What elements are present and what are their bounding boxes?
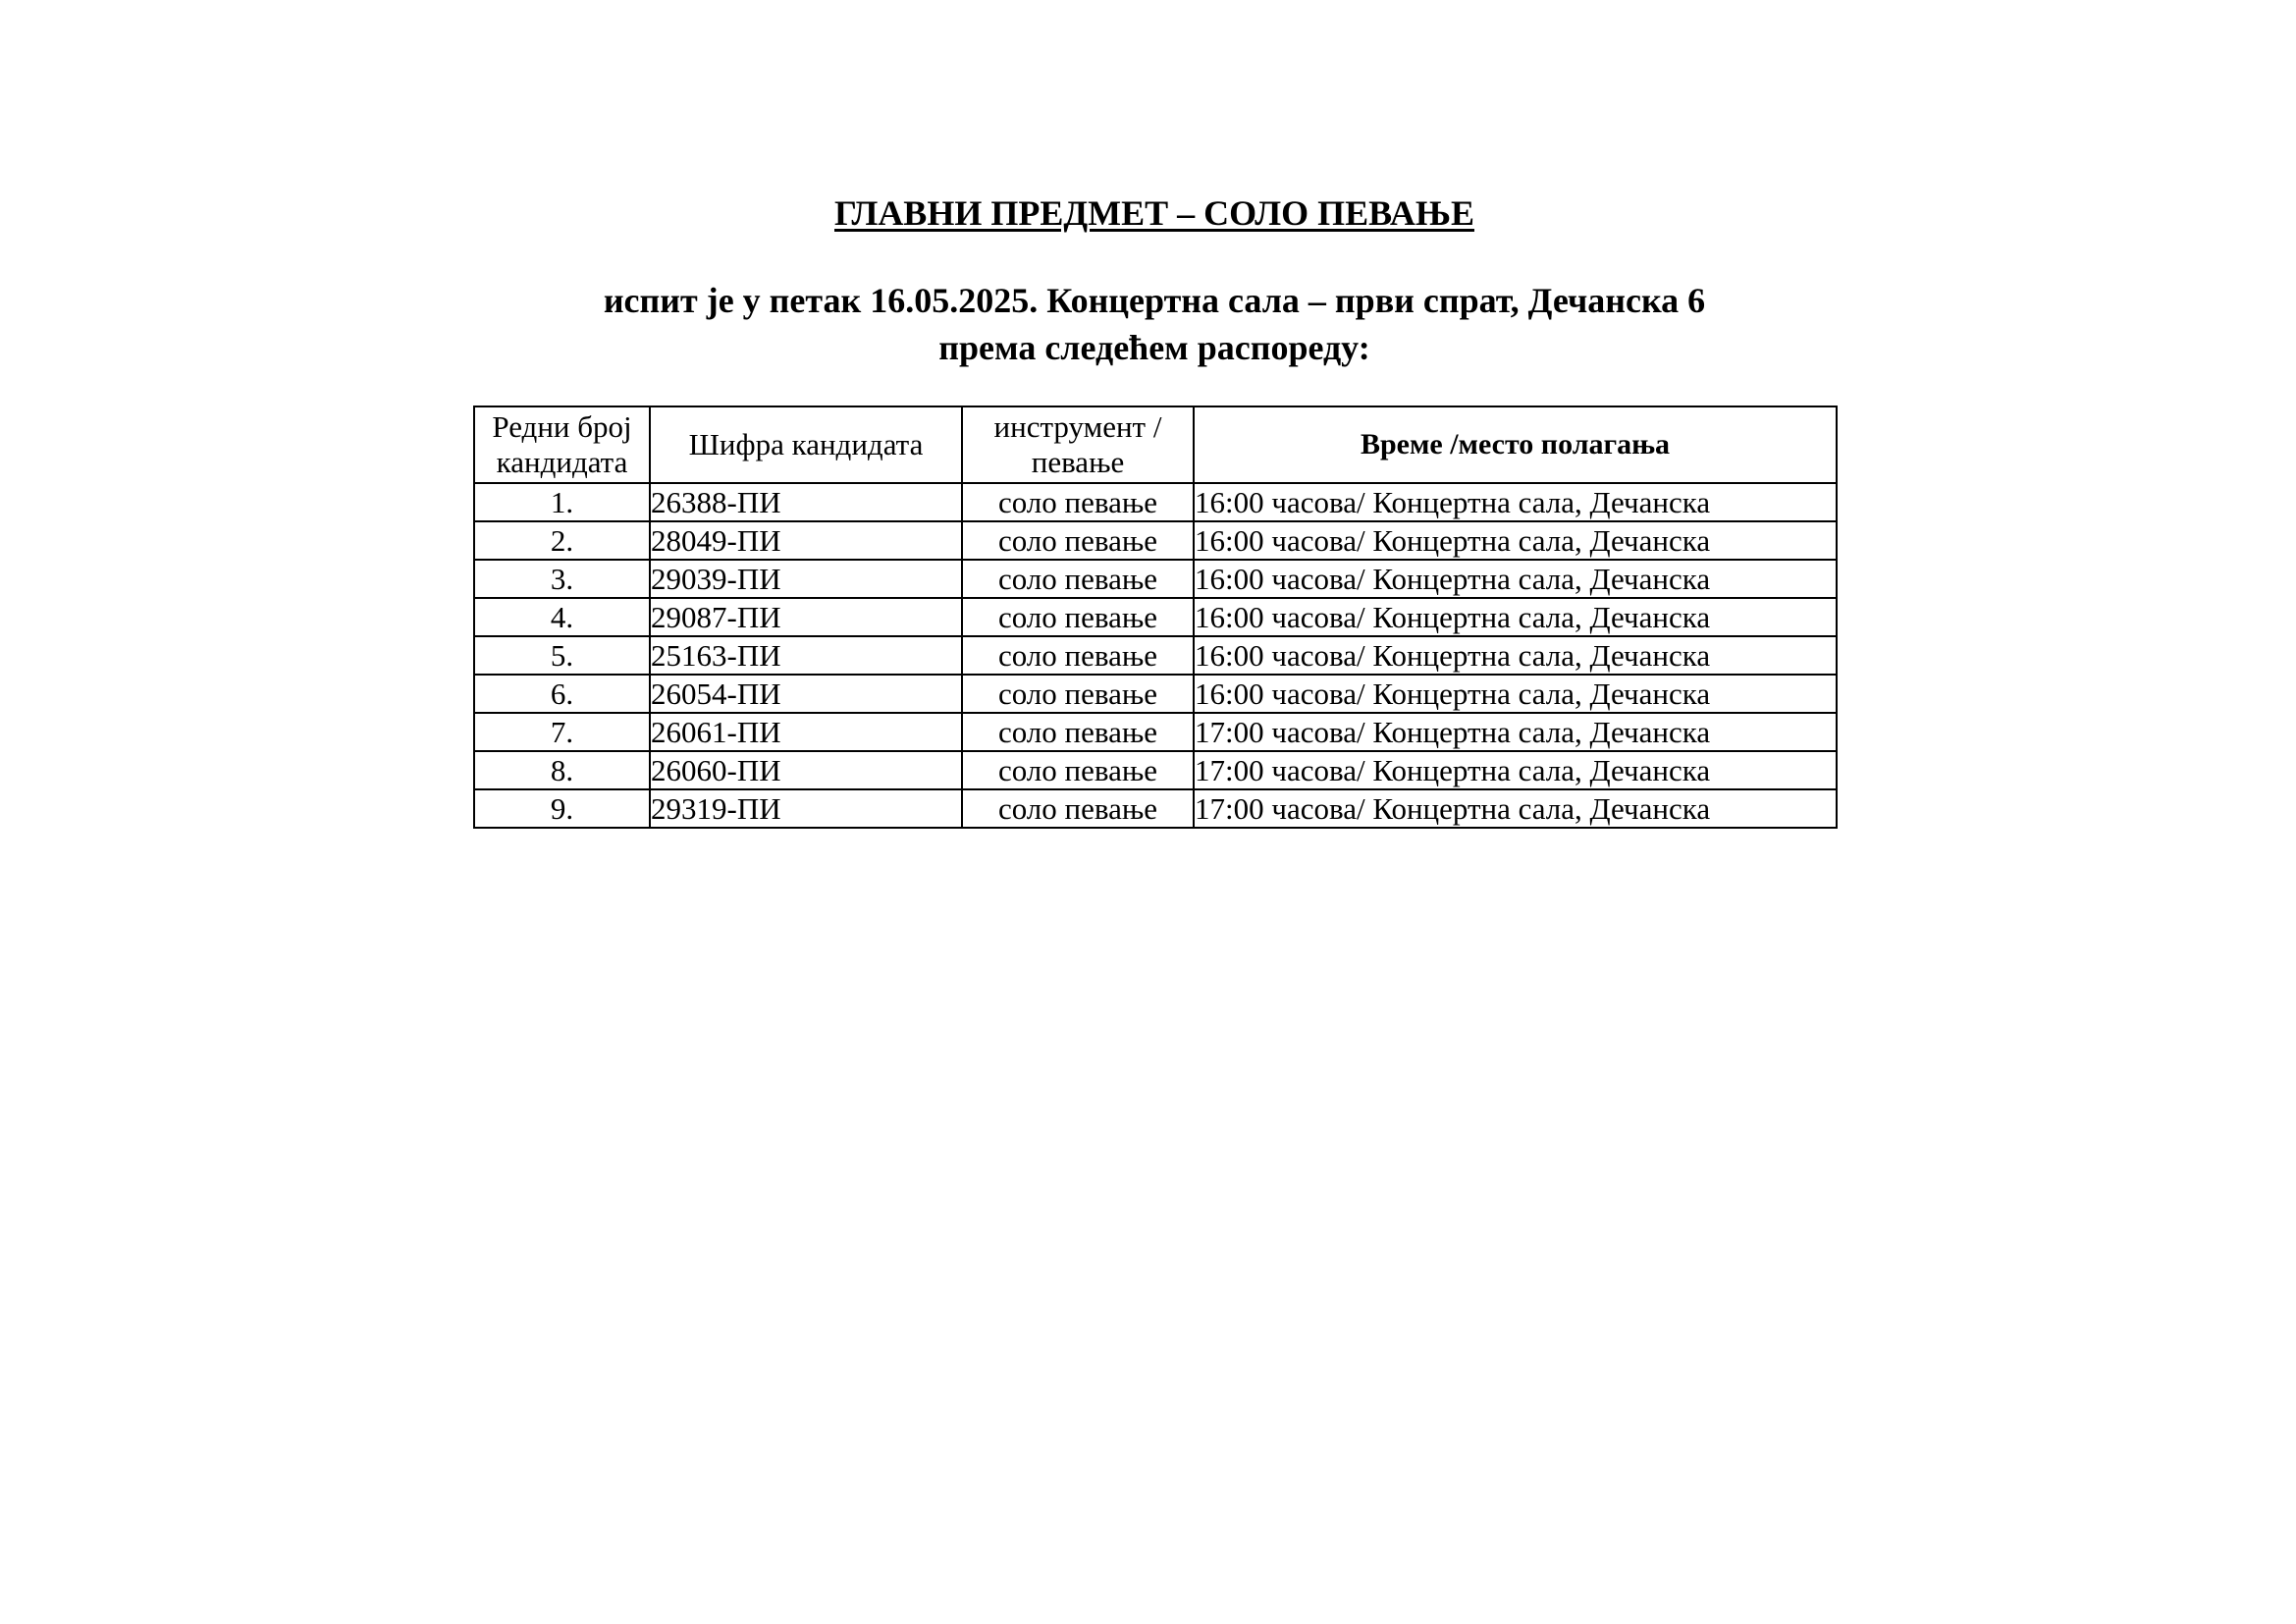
row-number: 7.	[474, 713, 650, 751]
exam-info	[0, 277, 2296, 371]
row-number: 4.	[474, 598, 650, 636]
table-row	[474, 789, 1837, 828]
row-time-place: 16:00 часова/ Концертна сала, Дечанска	[1194, 598, 1837, 636]
table-row	[474, 483, 1837, 521]
table-header-row	[474, 406, 1837, 483]
row-time-place: 17:00 часова/ Концертна сала, Дечанска	[1194, 751, 1837, 789]
row-candidate-code: 28049-ПИ	[650, 521, 962, 560]
row-time-place: 16:00 часова/ Концертна сала, Дечанска	[1194, 675, 1837, 713]
table-row	[474, 636, 1837, 675]
row-candidate-code: 26060-ПИ	[650, 751, 962, 789]
exam-info-line-2: према следећем распореду:	[938, 328, 1370, 367]
row-number: 1.	[474, 483, 650, 521]
row-instrument: соло певање	[962, 751, 1194, 789]
row-number: 5.	[474, 636, 650, 675]
header-instrument: инструмент /певање	[962, 406, 1194, 483]
row-candidate-code: 26061-ПИ	[650, 713, 962, 751]
table-row	[474, 560, 1837, 598]
row-candidate-code: 26054-ПИ	[650, 675, 962, 713]
row-time-place: 16:00 часова/ Концертна сала, Дечанска	[1194, 560, 1837, 598]
document-title: ГЛАВНИ ПРЕДМЕТ – СОЛО ПЕВАЊЕ	[834, 193, 1474, 233]
header-time-place: Време /место полагања	[1194, 406, 1837, 483]
row-instrument: соло певање	[962, 675, 1194, 713]
schedule-table	[473, 406, 1838, 829]
row-time-place: 16:00 часова/ Концертна сала, Дечанска	[1194, 521, 1837, 560]
table-row	[474, 598, 1837, 636]
row-number: 3.	[474, 560, 650, 598]
header-candidate-code: Шифра кандидата	[650, 406, 962, 483]
table-row	[474, 751, 1837, 789]
row-number: 8.	[474, 751, 650, 789]
row-instrument: соло певање	[962, 713, 1194, 751]
row-number: 2.	[474, 521, 650, 560]
header-candidate-number: Редни број кандидата	[474, 406, 650, 483]
row-instrument: соло певање	[962, 560, 1194, 598]
table-row	[474, 521, 1837, 560]
row-time-place: 16:00 часова/ Концертна сала, Дечанска	[1194, 483, 1837, 521]
row-instrument: соло певање	[962, 636, 1194, 675]
row-candidate-code: 29087-ПИ	[650, 598, 962, 636]
row-instrument: соло певање	[962, 483, 1194, 521]
row-time-place: 16:00 часова/ Концертна сала, Дечанска	[1194, 636, 1837, 675]
row-candidate-code: 26388-ПИ	[650, 483, 962, 521]
row-candidate-code: 29319-ПИ	[650, 789, 962, 828]
row-candidate-code: 29039-ПИ	[650, 560, 962, 598]
row-time-place: 17:00 часова/ Концертна сала, Дечанска	[1194, 713, 1837, 751]
exam-info-line-1: испит је у петак 16.05.2025. Концертна сала – први спрат, Дечанска 6	[603, 281, 1706, 320]
table-row	[474, 675, 1837, 713]
row-instrument: соло певање	[962, 521, 1194, 560]
row-instrument: соло певање	[962, 598, 1194, 636]
row-number: 6.	[474, 675, 650, 713]
row-candidate-code: 25163-ПИ	[650, 636, 962, 675]
row-instrument: соло певање	[962, 789, 1194, 828]
row-number: 9.	[474, 789, 650, 828]
row-time-place: 17:00 часова/ Концертна сала, Дечанска	[1194, 789, 1837, 828]
table-row	[474, 713, 1837, 751]
